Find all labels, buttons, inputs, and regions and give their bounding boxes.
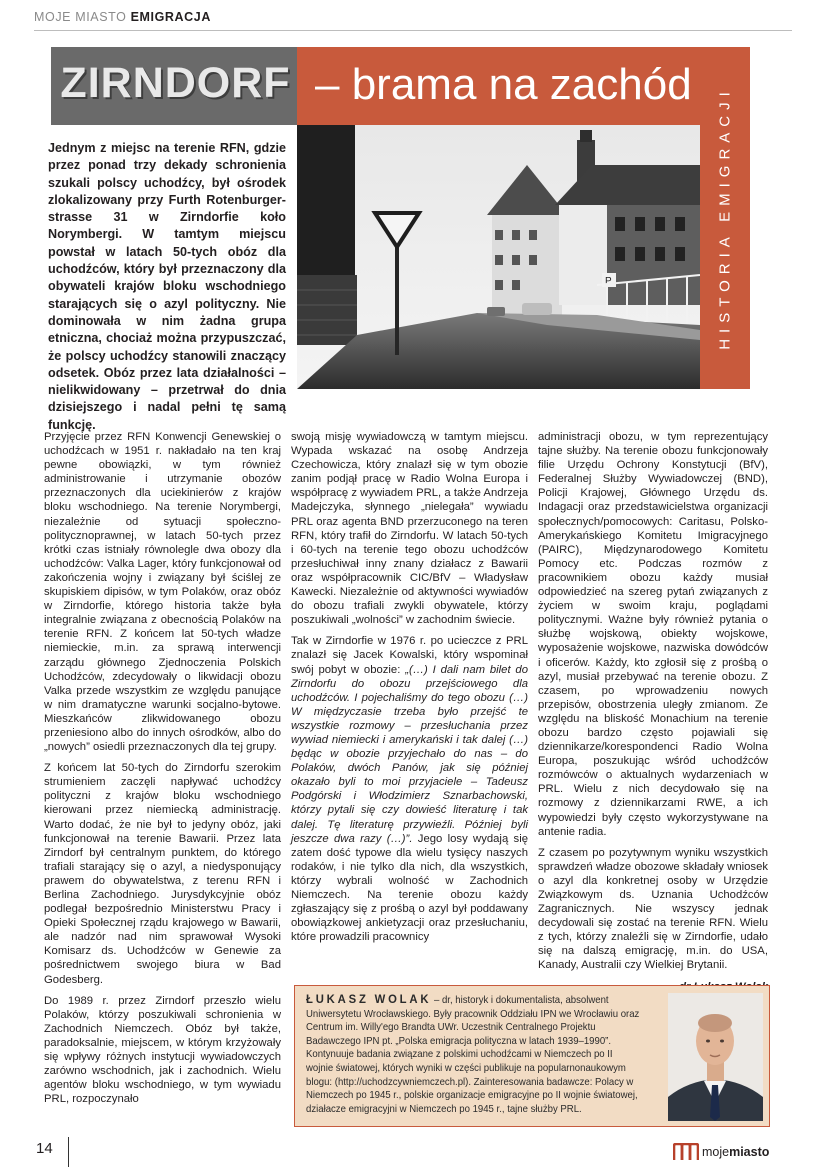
title-block-orange — [297, 47, 750, 125]
body-paragraph: Przyjęcie przez RFN Konwencji Genewskiej o uchodźcach w 1951 r. nakładało na ten kraj pewne obowiązki, w tym również administrowanie i utrzymanie obozów przeznaczonych dla uciekinierów z krajów bloku wschodniego. Na terenie Norymbergi, niezależnie od sytuacji społeczno-politycznoprawnej, w latach 50-tych przez krótki czas istniały równolegle dwa obozy dla uchodźców: Valka Lager, który funkcjonował od zakończenia wojny i związany był ściślej ze skupiskiem dipisów, w tym Polaków, oraz obóz w Zirndorfie, którego historia także była integralnie związana z obecnością Polaków na terenie RFN. Z końcem lat 50-tych władze niemieckie, m.in. za sprawą interwencji zarządu głównego Zjednoczenia Polskich Uchodźców, zdecydowały o likwidacji obozu Valka przede wszystkim ze względu panujące w nim dramatyczne warunki socjalno-bytowe. Mieszkańców zlikwidowanego obozu przeniesiono albo do innych ośrodków, albo do „nowych” osiedli przeznaczonych dla tej grupy. — [44, 431, 281, 754]
section-name: MOJE MIASTO — [34, 10, 127, 24]
moje-miasto-logo — [673, 1141, 769, 1163]
title-rest: – brama na zachód — [315, 60, 692, 109]
category-name: EMIGRACJA — [130, 10, 211, 24]
title-block-gray — [51, 47, 300, 125]
title-word: ZIRNDORF — [60, 59, 291, 107]
footer-divider — [68, 1137, 69, 1167]
body-column-1 — [44, 430, 281, 1113]
quote-intro: Tak w Zirndorfie w 1976 r. po ucieczce z PRL znalazł się Jacek Kowalski, który wspominał swój pobyt w obozie: — [291, 635, 528, 676]
street-photo-illustration — [297, 125, 700, 389]
author-portrait-illustration — [668, 993, 763, 1121]
side-label: HISTORIA EMIGRACJI — [716, 86, 734, 350]
author-portrait — [668, 993, 763, 1121]
body-paragraph: administracji obozu, w tym reprezentujący tajne służby. Na terenie obozu funkcjonowały filie Urzędu Ochrony Konstytucji (BfV), Federalnej Służby Wywiadowczej (BND), Policji Krajowej, Głównego Urzędu ds. Indagacji oraz przedstawicielstwa organizacji społecznych/pomocowych: Caritasu, Polsko-Amerykańskiego Komitetu Imigracyjnego (PAIRC), Międzynarodowego Komitetu Pomocy etc. Podczas rozmów z pracownikiem obozu każdy musiał odpowiedzieć na szereg pytań związanych z życiem w swoim kraju, poglądami politycznymi. Ważne były również pytania o służbę wojskową, obiekty wojskowe, wyposażenie wojskowe, nazwiska dowódców i oficerów. Każdy, kto zgłosił się z prośbą o azyl, musiał przebywać na terenie obozu. Z czasem, po wprowadzeniu nowych przepisów, obostrzenia uległy zmianom. Ze względu na bliskość Monachium na terenie obozu bardzo często pojawiali się dziennikarze/korespondenci Radio Wolna Europa, poszukując wśród uchodźców rozmówców o aktualnych wydarzeniach w PRL. Wielu z nich decydowało się na rozmowy z dziennikarzami RWE, a ich wypowiedzi były często wykorzystywane na antenie radia. — [538, 431, 768, 838]
logo-text-part-a: moje — [702, 1145, 730, 1159]
body-paragraph: swoją misję wywiadowczą w tamtym miejscu. Wypada wskazać na osobę Andrzeja Czechowicza, który znalazł się w tym obozie zanim podjął pracę w Radio Wolna Europa i współpracę z wywiadem PRL, a także Andrzeja Madejczyka, słynnego „nielegała” wywiadu PRL oraz agenta BND przerzuconego na teren RFN, który trafił do Zirndorfu. W latach 50-tych i 60-tych na terenie tego obozu uchodźców przesłuchiwał inny znany działacz z Bawarii oraz współpracownik CIC/BfV – Władysław Kawecki. Niezależnie od aktywności wywiadów do obozu trafiali zwykli obywatele, którzy poszukiwali „wolności” w zachodnim świecie. — [291, 431, 528, 627]
author-bio-body: – dr, historyk i dokumentalista, absolwent Uniwersytetu Wrocławskiego. Były pracownik Oddziału IPN we Wrocławiu oraz Centrum im. Willy'ego Brandta UWr. Uczestnik Centralnego Projektu Badawczego IPN pt. „Polska emigracja polityczna w latach 1939–1990”. Kontynuuje badania związane z polskimi uchodźcami w Niemczech po II wojnie światowej, których wyniki w części publikuje na popularnonaukowym blogu: (http://uchodzcywniemczech.pl). Zainteresowania badawcze: Polacy w Niemczech po 1945 r., polskie organizacje emigracyjne po II wojnie światowej, działacze emigracyjni w Niemczech po 1945 r., tajne służby PRL. — [306, 995, 640, 1115]
logo-mark-icon — [673, 1143, 699, 1161]
body-column-3 — [538, 430, 768, 994]
quote-text: „(…) I dali nam bilet do Zirndorfu do obozu przejściowego dla uchodźców. I pojechaliśmy do tego obozu (…) W międzyczasie trzeba było przejść te wszystkie rozmowy – przesłuchania przez wywiad niemiecki i amerykański i tak dalej (…) będąc w obozie przyjechało do nas – do Polaków, dwóch Panów, jak się później okazało byli to moi przyjaciele – Tadeusz Podgórski i Włodzimierz Sznarbachowski, którzy pytali się czy dowieść literaturę i tak dalej. Tę literaturę przywieźli. Później byli jeszcze dwa razy (…)”. — [291, 663, 528, 845]
header-rule — [34, 30, 792, 31]
quote-outro: Jego losy wydają się zatem dość typowe dla wielu tysięcy naszych rodaków, i nie tylko dla nich, dla wszystkich, którzy wybrali wolność w Zachodnich Niemczech. Na terenie obozu każdy zgłaszający się z prośbą o azyl był poddawany obowiązkowej ankietyzacji oraz przesłuchaniu, które prowadzili pracownicy — [291, 832, 529, 944]
body-paragraph — [291, 634, 528, 944]
author-name: ŁUKASZ WOLAK — [306, 992, 432, 1006]
svg-text:P: P — [605, 276, 612, 287]
body-column-2 — [291, 430, 528, 951]
logo-text — [702, 1145, 769, 1159]
body-paragraph: Z końcem lat 50-tych do Zirndorfu szerokim strumieniem zaczęli napływać uchodźcy polityczni z krajów bloku wschodniego kierowani przez niemiecką administrację. Warto dodać, że nie był to jedyny obóz, jaki funkcjonował na terenie Bawarii. Przez lata Zirndorf był centralnym punktem, do którego trafiali starający się o azyl, a niedysponujący prawem do obywatelstwa, z terenu RFN i Berlina Zachodniego. Jurysdykcyjnie obóz podlegał bezpośrednio Ministerstwu Pracy i Opieki Społecznej rządu krajowego w Bawarii, ale nadzór nad nim sprawował Wysoki Komisarz ds. Uchodźców w Genewie za pośrednictwem swojego biura w Bad Godesberg. — [44, 762, 281, 986]
author-bio-text — [306, 993, 641, 1116]
article-photo — [297, 125, 700, 389]
logo-text-part-b: miasto — [729, 1145, 770, 1159]
lead-paragraph: Jednym z miejsc na terenie RFN, gdzie przez ponad trzy dekady schronienia szukali polscy uchodźcy, był ośrodek zlokalizowany przy Furth Rotenburger-strasse 31 w Zirndorfie koło Norymbergi. W tamtym miejscu powstał w latach 50-tych obóz dla uchodźców, który był przeznaczony dla obywateli krajów bloku wschodniego starających się o azyl polityczny. Nie dominowała w nim żadna grupa etniczna, chociaż można przypuszczać, że polscy uchodźcy stanowili znaczący odsetek. Obóz przez lata działalności – nielikwidowany – przetrwał do dnia dzisiejszego i nadal pełni tę samą funkcję. — [48, 141, 286, 432]
page-number: 14 — [36, 1140, 53, 1157]
body-paragraph: Do 1989 r. przez Zirndorf przeszło wielu Polaków, którzy poszukiwali schronienia w Zachodnich Niemczech. Obóz był także, paradoksalnie, miejscem, w którym krzyżowały się wpływy różnych instytucji wywiadowczych zarówno wschodnich, jak i zachodnich. Wielu agentów bloku wschodniego, w tym wywiadu PRL, rozpoczynało — [44, 994, 281, 1106]
page-header — [34, 10, 211, 24]
body-paragraph: Z czasem po pozytywnym wyniku wszystkich sprawdzeń władze obozowe składały wniosek o azyl dla konkretnej osoby w Urzędzie Związkowym ds. Uznania Uchodźców Zagranicznych. Nie wszyscy jednak decydowali się zostać na terenie RFN. Wielu z tych, którzy znaleźli się w Zirndorfie, udało się na dalszą emigrację, m.in. do USA, Kanady, Australii czy Wielkiej Brytanii. — [538, 846, 768, 972]
